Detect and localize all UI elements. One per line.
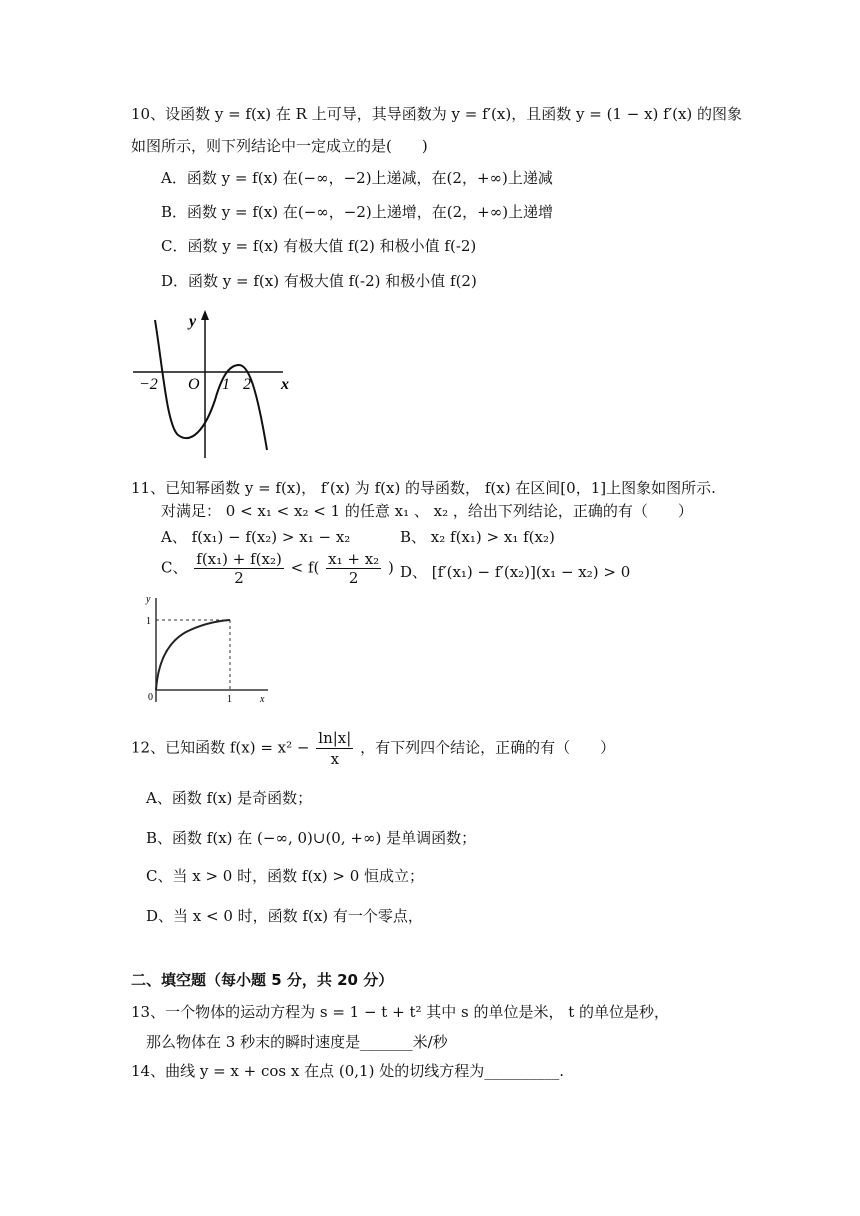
q12-stem-frac [316, 728, 353, 769]
q10-x-label: x [281, 376, 289, 393]
q12-stem [131, 728, 615, 769]
q10-stem-line1: 10、设函数 y = f(x) 在 R 上可导，其导函数为 y = f′(x)，且函数 y = (1 − x) f′(x) 的图象 [131, 105, 743, 123]
q10-graph [133, 310, 303, 460]
q11-curve [156, 620, 230, 690]
q11-stem-line2: 对满足： 0 < x₁ < x₂ < 1 的任意 x₁ 、 x₂ ，给出下列结论，正确的有（ ） [161, 502, 693, 520]
q10-option-b: B．函数 y = f(x) 在(−∞，−2)上递增，在(2，+∞)上递增 [161, 203, 554, 221]
section-title: 二、填空题（每小题 5 分，共 20 分） [131, 971, 394, 989]
q12-option-a: A、函数 f(x) 是奇函数； [146, 789, 313, 807]
q11-option-c-mid: < f( [290, 558, 320, 577]
q10-y-label: y [189, 313, 197, 330]
q11-option-c-frac2 [326, 550, 381, 587]
q14-line1: 14、曲线 y = x + cos x 在点 (0,1) 处的切线方程为__________. [131, 1062, 564, 1080]
q10-tick-2: 2 [243, 376, 251, 393]
q10-origin-label: O [188, 376, 200, 393]
q11-tick-y1: 1 [146, 616, 151, 627]
q11-option-c-frac1 [194, 550, 284, 587]
q12-option-b: B、函数 f(x) 在 (−∞, 0)∪(0, +∞) 是单调函数； [146, 829, 477, 847]
q11-origin-label: 0 [148, 692, 153, 703]
q11-option-c [161, 550, 394, 587]
q11-stem-line1: 11、已知幂函数 y = f(x)， f′(x) 为 f(x) 的导函数， f(x) 在区间[0，1]上图象如图所示. [131, 479, 716, 497]
q10-tick-neg2: −2 [139, 376, 158, 393]
q11-option-c-end: ) [387, 558, 394, 577]
q13-line1: 13、一个物体的运动方程为 s = 1 − t + t² 其中 s 的单位是米， t 的单位是秒， [131, 1003, 670, 1021]
q11-option-c-num: f(x₁) + f(x₂) [196, 550, 282, 568]
q12-stem-prefix: 12、已知函数 f(x) = x² − [131, 738, 310, 757]
q11-x-label: x [260, 694, 265, 705]
q11-option-c-den: 2 [234, 569, 244, 587]
q11-option-c-den2: 2 [348, 569, 359, 587]
q12-option-d: D、当 x < 0 时，函数 f(x) 有一个零点， [146, 907, 423, 925]
q10-option-c: C．函数 y = f(x) 有极大值 f(2) 和极小值 f(-2) [161, 237, 477, 255]
q11-option-a: A、 f(x₁) − f(x₂) > x₁ − x₂ [161, 528, 351, 546]
q11-y-label: y [146, 594, 151, 605]
q11-option-d: D、 [f′(x₁) − f′(x₂)](x₁ − x₂) > 0 [400, 563, 631, 581]
q11-option-c-num2: x₁ + x₂ [328, 550, 380, 568]
q13-line2: 那么物体在 3 秒末的瞬时速度是_______米/秒 [146, 1033, 448, 1051]
q12-option-c: C、当 x > 0 时，函数 f(x) > 0 恒成立； [146, 867, 425, 885]
q10-option-a: A．函数 y = f(x) 在(−∞，−2)上递减，在(2，+∞)上递减 [161, 169, 553, 187]
q12-stem-num: ln|x| [318, 729, 352, 747]
q11-option-c-prefix: C、 [161, 558, 188, 577]
q10-tick-1: 1 [222, 376, 230, 393]
q11-tick-x1: 1 [227, 694, 232, 705]
q10-stem-line2: 如图所示，则下列结论中一定成立的是( ) [131, 137, 428, 155]
q11-option-b: B、 x₂ f(x₁) > x₁ f(x₂) [400, 528, 555, 546]
q11-graph [128, 592, 278, 712]
q12-stem-den: x [330, 750, 340, 768]
q10-option-d: D．函数 y = f(x) 有极大值 f(-2) 和极小值 f(2) [161, 272, 477, 290]
q12-stem-suffix: ，有下列四个结论，正确的有（ ） [360, 738, 616, 757]
